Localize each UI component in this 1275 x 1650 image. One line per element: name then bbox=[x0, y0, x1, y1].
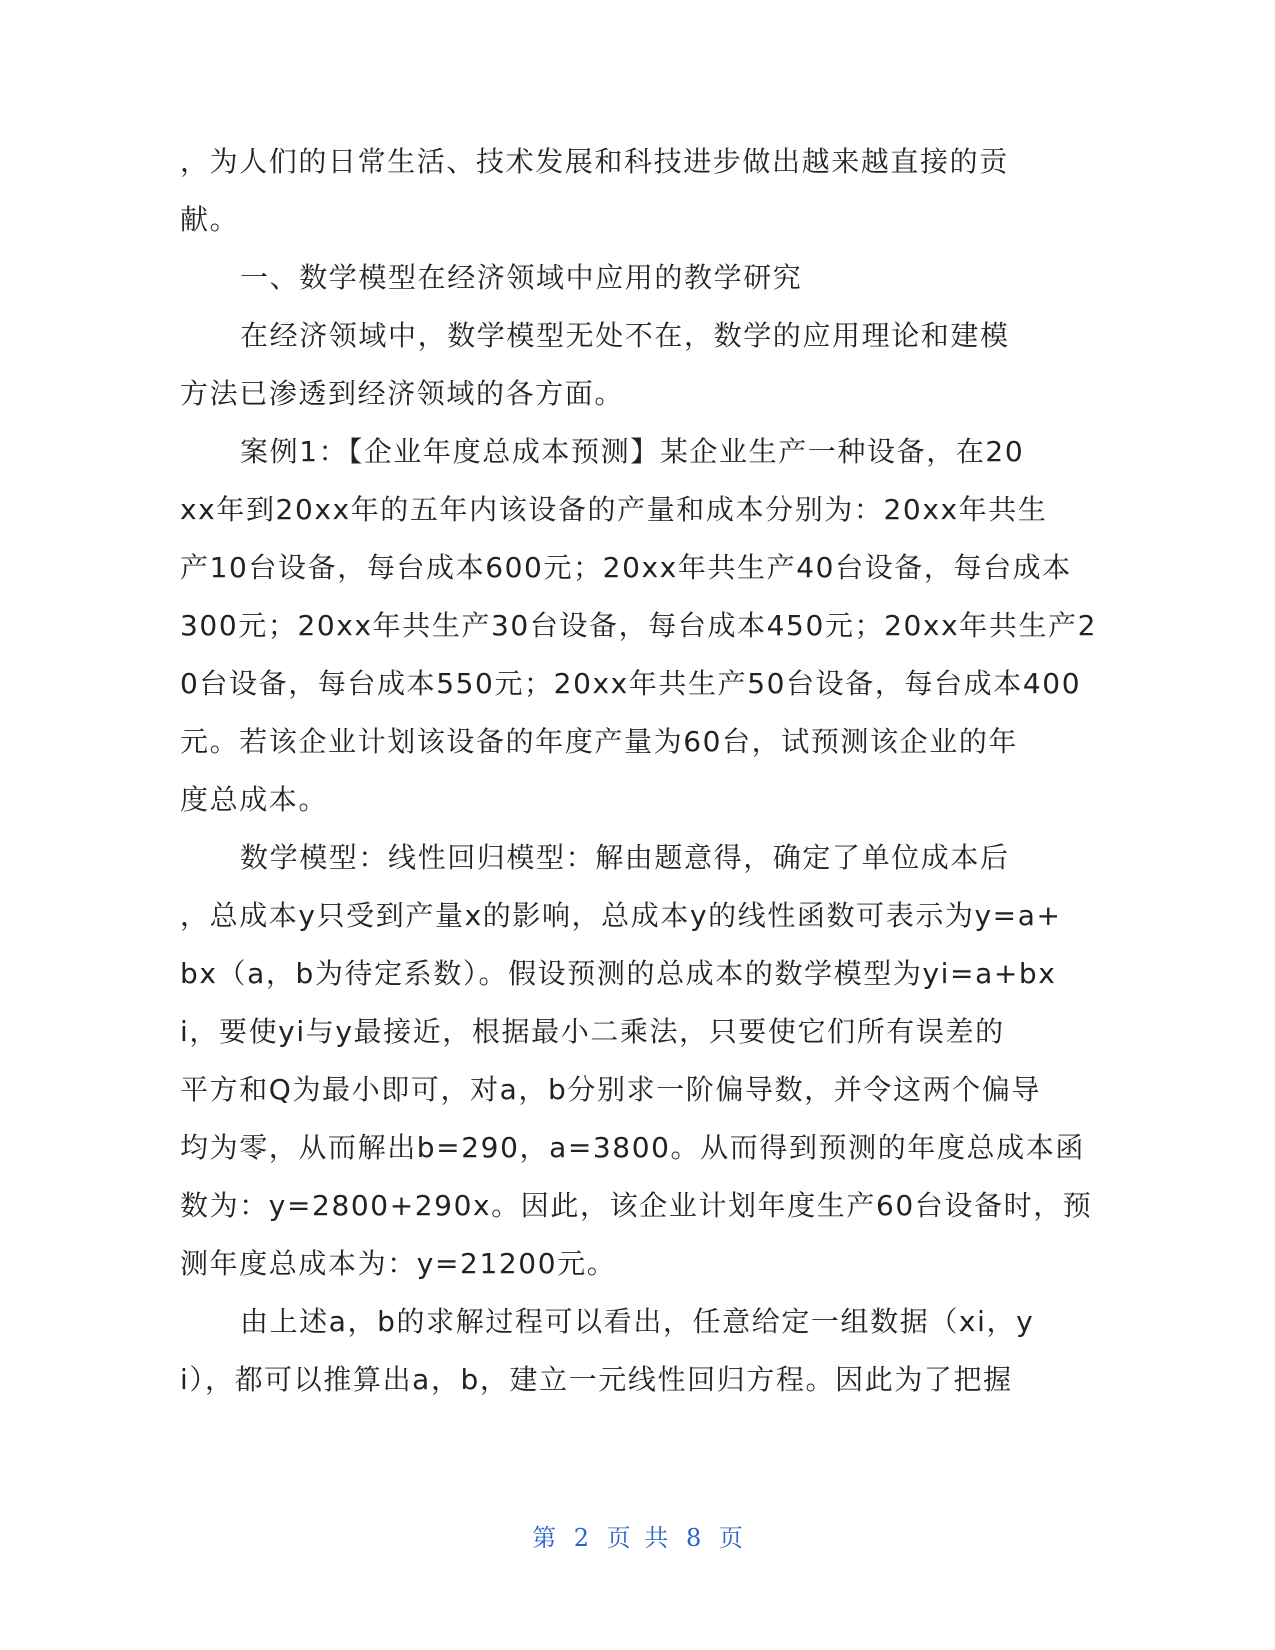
text-line: i），都可以推算出a，b，建立一元线性回归方程。因此为了把握 bbox=[180, 1363, 1013, 1396]
text-line: 0台设备，每台成本550元；20xx年共生产50台设备，每台成本400 bbox=[180, 667, 1082, 700]
text-line: 由上述a，b的求解过程可以看出，任意给定一组数据（xi，y bbox=[240, 1305, 1035, 1338]
text-line: 数学模型：线性回归模型：解由题意得，确定了单位成本后 bbox=[240, 841, 1010, 874]
text-line: 300元；20xx年共生产30台设备，每台成本450元；20xx年共生产2 bbox=[180, 609, 1098, 642]
section-heading: 一、数学模型在经济领域中应用的教学研究 bbox=[240, 261, 803, 294]
text-line: 均为零，从而解出b=290，a=3800。从而得到预测的年度总成本函 bbox=[180, 1131, 1085, 1164]
footer-page-number: 2 bbox=[573, 1524, 590, 1552]
text-line: 案例1：【企业年度总成本预测】某企业生产一种设备，在20 bbox=[240, 435, 1025, 468]
text-line: bx（a，b为待定系数）。假设预测的总成本的数学模型为yi=a+bx bbox=[180, 957, 1057, 990]
text-line: ，总成本y只受到产量x的影响，总成本y的线性函数可表示为y=a+ bbox=[180, 899, 1062, 932]
text-line: ，为人们的日常生活、技术发展和科技进步做出越来越直接的贡 bbox=[180, 145, 1009, 178]
text-line: 度总成本。 bbox=[180, 783, 329, 816]
footer-prefix: 第 bbox=[532, 1524, 557, 1552]
text-line: 在经济领域中，数学模型无处不在，数学的应用理论和建模 bbox=[240, 319, 1010, 352]
text-line: 元。若该企业计划该设备的年度产量为60台，试预测该企业的年 bbox=[180, 725, 1019, 758]
text-line: 献。 bbox=[180, 203, 240, 236]
text-line: 产10台设备，每台成本600元；20xx年共生产40台设备，每台成本 bbox=[180, 551, 1072, 584]
text-line: 数为：y=2800+290x。因此，该企业计划年度生产60台设备时，预 bbox=[180, 1189, 1093, 1222]
text-line: xx年到20xx年的五年内该设备的产量和成本分别为：20xx年共生 bbox=[180, 493, 1048, 526]
text-line: 测年度总成本为：y=21200元。 bbox=[180, 1247, 617, 1280]
footer-total-pages: 8 bbox=[685, 1524, 702, 1552]
text-line: 方法已渗透到经济领域的各方面。 bbox=[180, 377, 625, 410]
text-line: 平方和Q为最小即可，对a，b分别求一阶偏导数，并令这两个偏导 bbox=[180, 1073, 1041, 1106]
page-footer bbox=[0, 1522, 1275, 1554]
footer-suffix: 页 bbox=[718, 1524, 743, 1552]
text-line: i，要使yi与y最接近，根据最小二乘法，只要使它们所有误差的 bbox=[180, 1015, 1005, 1048]
footer-middle: 页 共 bbox=[606, 1524, 669, 1552]
